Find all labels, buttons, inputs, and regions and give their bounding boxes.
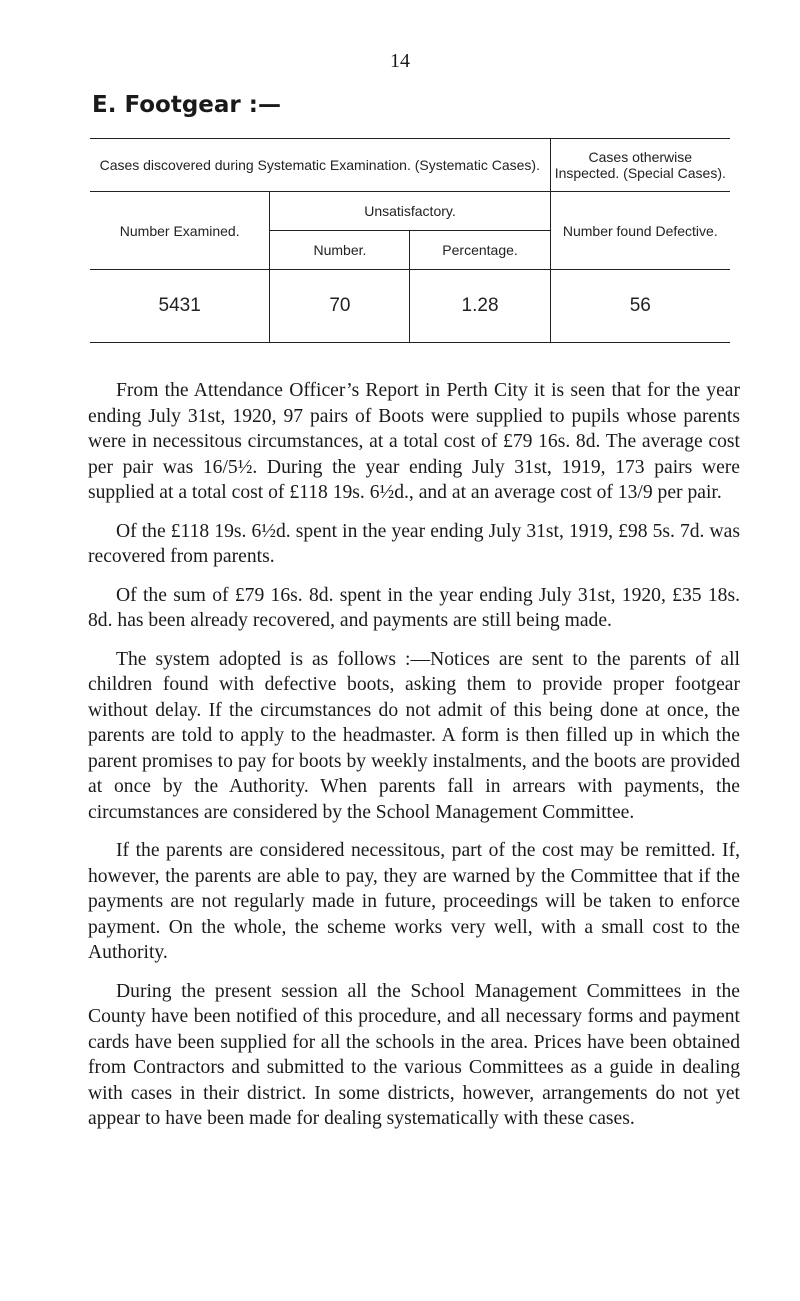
header-special-cases: Cases otherwise Inspected. (Special Cases). <box>550 139 730 192</box>
paragraph-attendance-report: From the Attendance Officer’s Report in Perth City it is seen that for the year ending July 31st, 1920, 97 pairs of Boots were supplied to pupils whose parents were in necessitous circumstances, at a total cost of £79 16s. 8d. The average cost per pair was 16/5½. During the year ending July 31st, 1919, 173 pairs were supplied at a total cost of £118 19s. 6½d., and at an average cost of 13/9 per pair. <box>88 380 740 503</box>
header-number-defective: Number found Defective. <box>550 192 730 270</box>
header-number-examined: Number Examined. <box>90 192 270 270</box>
header-unsatisfactory: Unsatisfactory. <box>270 192 550 231</box>
paragraph-1920-recovered: Of the sum of £79 16s. 8d. spent in the year ending July 31st, 1920, £35 18s. 8d. has been already recovered, and payments are still being made. <box>88 584 740 631</box>
cell-number-examined: 5431 <box>90 270 270 343</box>
paragraph-1919-recovered: Of the £118 19s. 6½d. spent in the year ending July 31st, 1919, £98 5s. 7d. was recovered from parents. <box>88 520 740 567</box>
paragraph-system-adopted: The system adopted is as follows :—Notices are sent to the parents of all children found with defective boots, asking them to provide proper footgear without delay. If the circumstances do not admit of this being done at once, the parents are told to apply to the headmaster. A form is then filled up in which the parent promises to pay for boots by weekly instalments, and the boots are provided at once by the Authority. When parents fall in arrears with payments, the circumstances are considered by the School Management Committee. <box>88 648 740 823</box>
body-text <box>88 378 740 1145</box>
cell-unsatisfactory-percentage: 1.28 <box>410 270 550 343</box>
header-unsatisfactory-percentage: Percentage. <box>410 231 550 270</box>
table-header-row-2 <box>90 192 730 231</box>
cell-unsatisfactory-number: 70 <box>270 270 410 343</box>
paragraph-present-session: During the present session all the School Management Committees in the County have been notified of this procedure, and all necessary forms and payment cards have been supplied for all the schools in the area. Prices have been obtained from Contractors and submitted to the various Committees as a guide in dealing with cases in their district. In some districts, however, arrangements do not yet appear to have been made for dealing systematically with these cases. <box>88 980 740 1129</box>
page-number: 14 <box>390 50 410 72</box>
footgear-table <box>90 138 730 343</box>
paragraph-necessitous-parents: If the parents are considered necessitous, part of the cost may be remitted. If, however, the parents are able to pay, they are warned by the Committee that if the payments are not regularly made in future, proceedings will be taken to enforce payment. On the whole, the scheme works very well, with a small cost to the Authority. <box>88 840 740 963</box>
header-systematic-cases: Cases discovered during Systematic Examination. (Systematic Cases). <box>90 139 550 192</box>
table-row <box>90 270 730 343</box>
section-heading: E. Footgear :— <box>92 92 281 118</box>
header-unsatisfactory-number: Number. <box>270 231 410 270</box>
table-header-row-1 <box>90 139 730 192</box>
cell-number-defective: 56 <box>550 270 730 343</box>
